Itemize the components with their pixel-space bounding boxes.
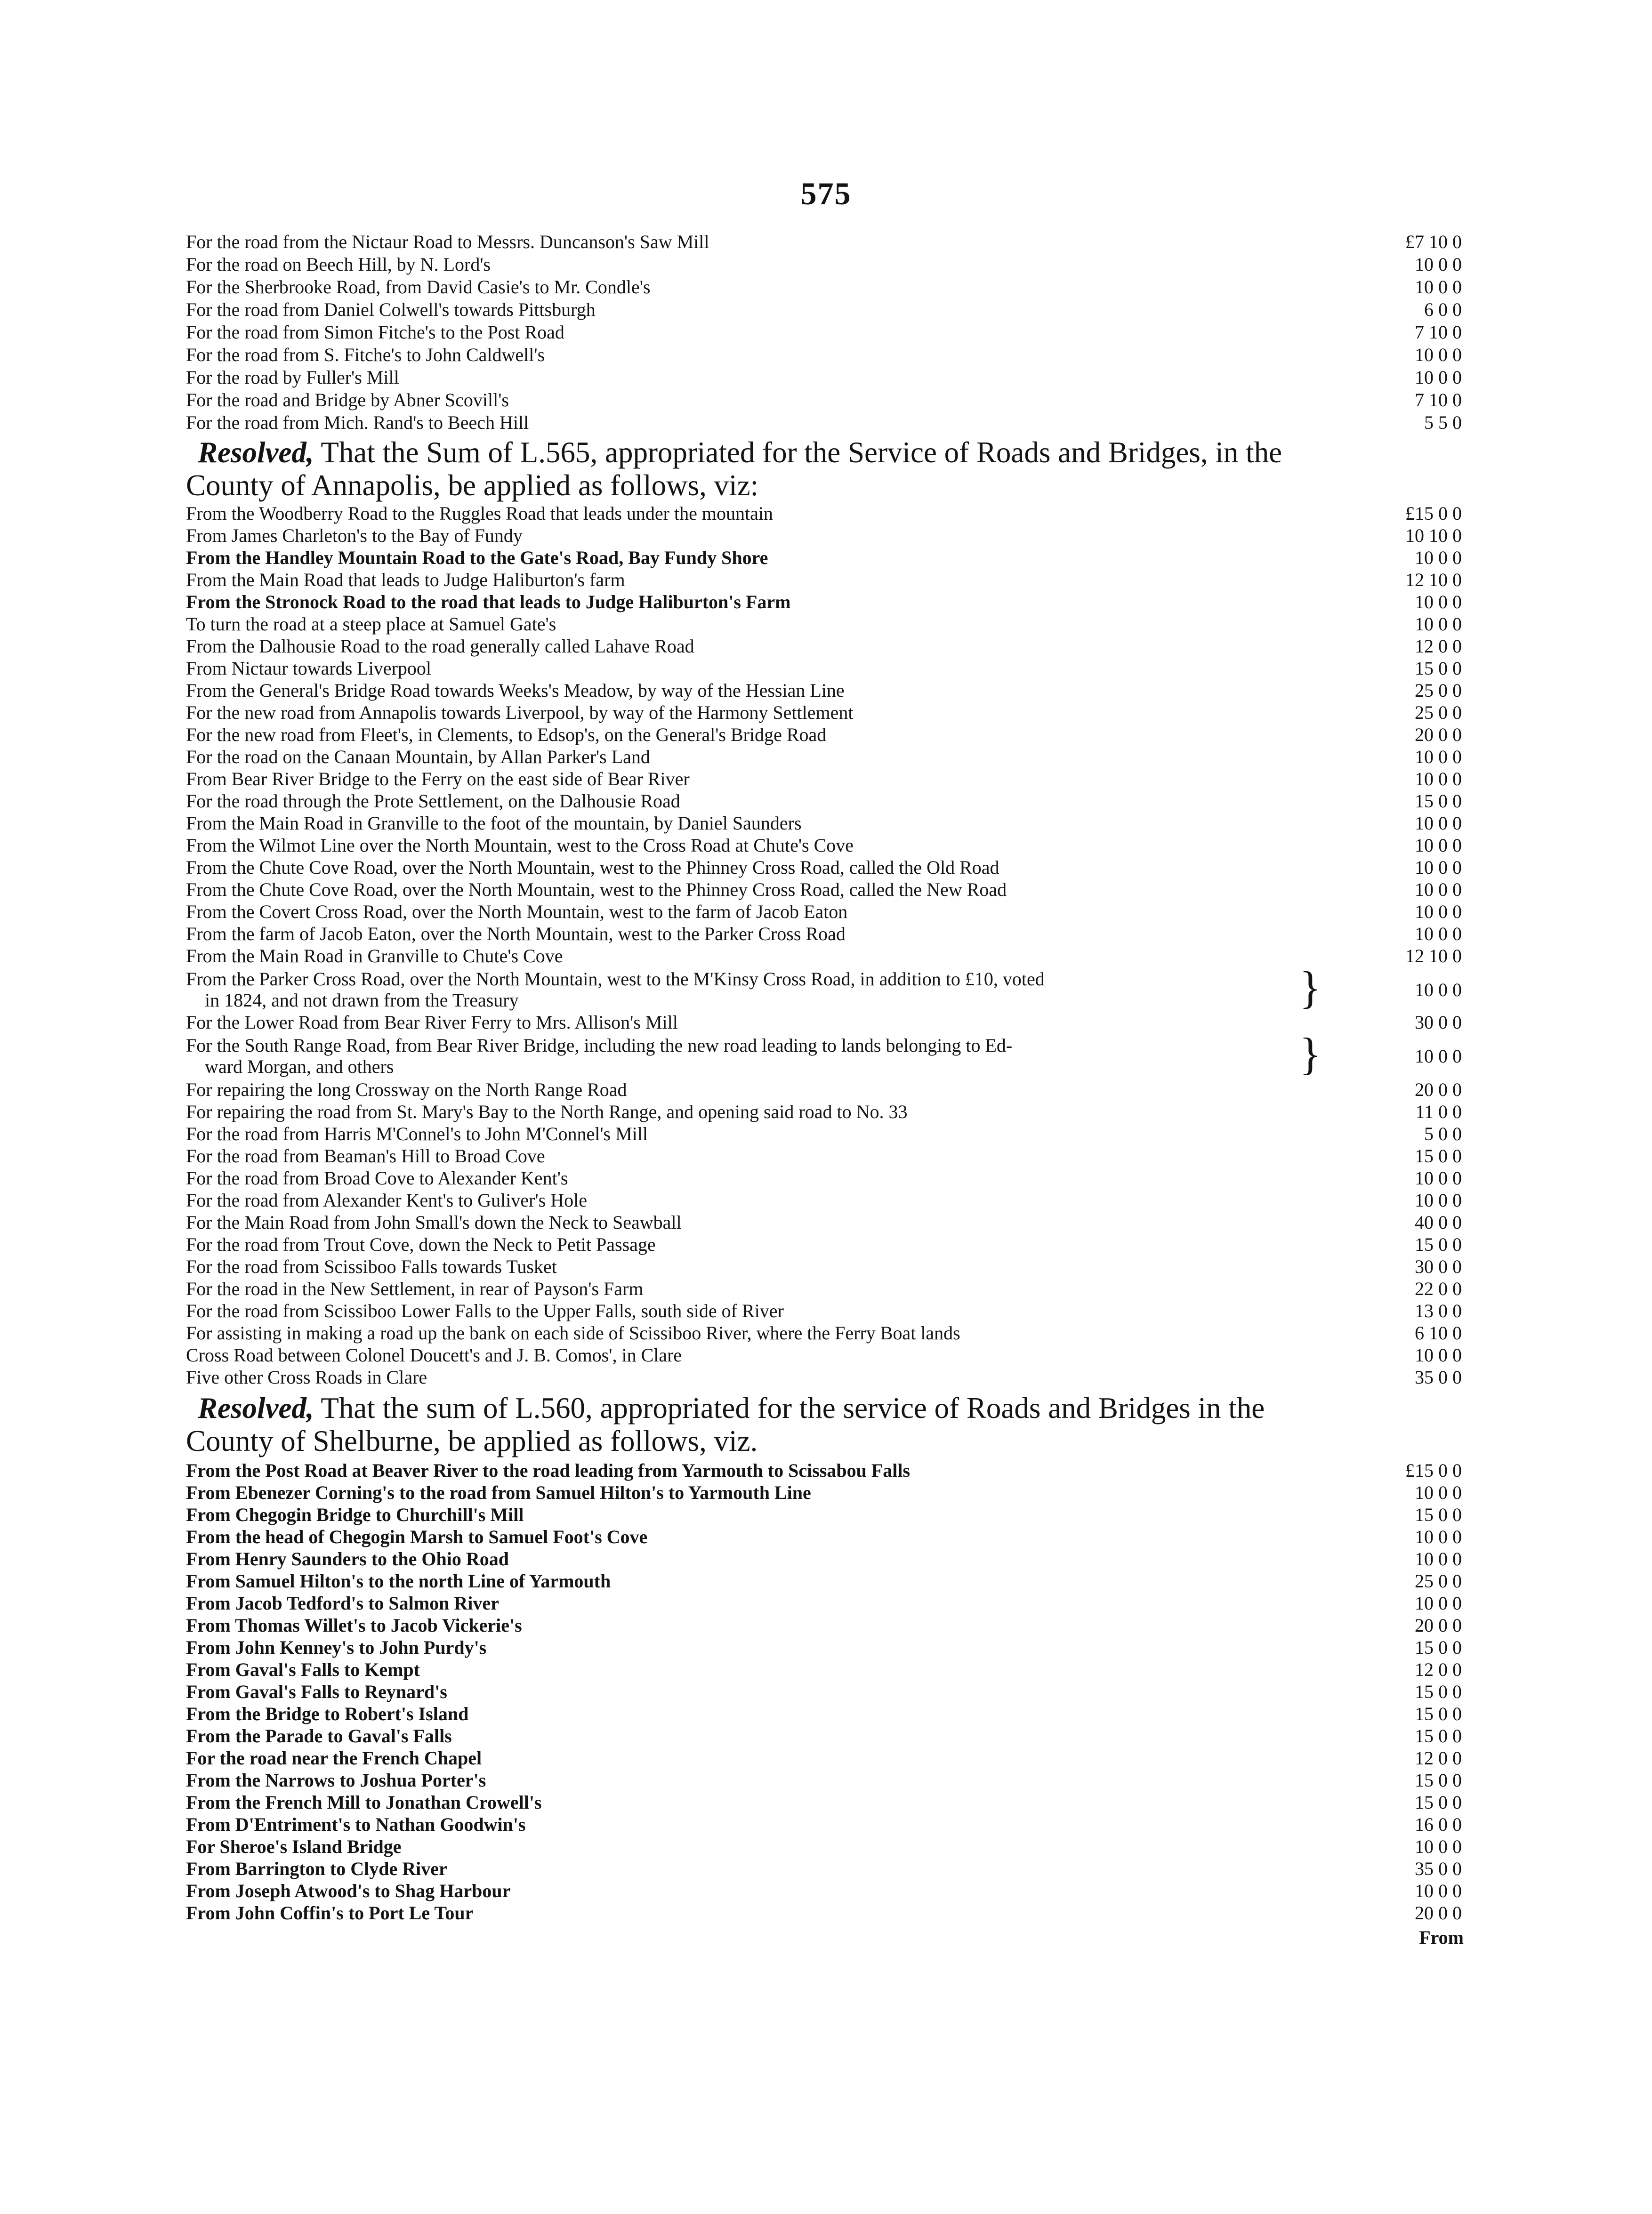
entry-amount: 15 0 0 bbox=[1415, 1504, 1462, 1525]
entry-text: For the road from Harris M'Connel's to John M'Connel's Mill bbox=[186, 1123, 648, 1144]
entry-amount: 15 0 0 bbox=[1415, 1725, 1462, 1747]
resolution-subheading: County of Shelburne, be applied as follows, viz. bbox=[186, 1425, 758, 1457]
entry-amount: 10 0 0 bbox=[1415, 1046, 1462, 1067]
entry-amount: 10 0 0 bbox=[1415, 1167, 1462, 1189]
list-item bbox=[186, 1366, 1462, 1389]
entry-amount: 10 0 0 bbox=[1415, 857, 1462, 878]
entry-amount: 20 0 0 bbox=[1415, 1615, 1462, 1636]
entry-amount: 40 0 0 bbox=[1415, 1212, 1462, 1233]
entry-amount: 10 0 0 bbox=[1415, 613, 1462, 635]
entry-text: From Gaval's Falls to Reynard's bbox=[186, 1681, 447, 1702]
list-item bbox=[186, 1836, 1462, 1858]
list-item bbox=[186, 1636, 1462, 1659]
entry-amount: £15 0 0 bbox=[1405, 503, 1462, 524]
entry-text: From the Bridge to Robert's Island bbox=[186, 1703, 469, 1724]
entry-amount: 10 0 0 bbox=[1415, 1593, 1462, 1614]
entry-text: From the Narrows to Joshua Porter's bbox=[186, 1770, 486, 1791]
resolution-heading bbox=[198, 435, 1459, 469]
list-item bbox=[186, 1614, 1462, 1637]
entry-amount: 30 0 0 bbox=[1415, 1012, 1462, 1033]
entry-text: Cross Road between Colonel Doucett's and J. B. Comos', in Clare bbox=[186, 1345, 682, 1366]
entry-text: For the new road from Fleet's, in Clements, to Edsop's, on the General's Bridge Road bbox=[186, 724, 827, 745]
entry-text: From Joseph Atwood's to Shag Harbour bbox=[186, 1880, 511, 1901]
entry-text: From Henry Saunders to the Ohio Road bbox=[186, 1548, 509, 1570]
list-item bbox=[186, 768, 1462, 790]
resolved-word: Resolved, bbox=[198, 436, 314, 469]
entry-text: From Bear River Bridge to the Ferry on the east side of Bear River bbox=[186, 768, 690, 789]
entry-amount-row bbox=[186, 979, 1462, 1001]
entry-text: For the road on Beech Hill, by N. Lord's bbox=[186, 254, 491, 275]
list-item bbox=[186, 746, 1462, 768]
entry-text: For the road by Fuller's Mill bbox=[186, 367, 399, 388]
entry-text: From Ebenezer Corning's to the road from Samuel Hilton's to Yarmouth Line bbox=[186, 1482, 811, 1503]
entry-text: For the Main Road from John Small's down the Neck to Seawball bbox=[186, 1212, 682, 1233]
entry-text: For Sheroe's Island Bridge bbox=[186, 1836, 402, 1857]
entry-text: From the Main Road that leads to Judge Haliburton's farm bbox=[186, 569, 625, 590]
entry-amount: 5 0 0 bbox=[1424, 1123, 1462, 1144]
entry-text: For the road from Alexander Kent's to Guliver's Hole bbox=[186, 1190, 587, 1211]
entry-text: For the road from Mich. Rand's to Beech Hill bbox=[186, 412, 529, 433]
resolution-text: That the Sum of L.565, appropriated for the Service of Roads and Bridges, in the bbox=[321, 436, 1282, 469]
entry-text: For the road from S. Fitche's to John Caldwell's bbox=[186, 344, 545, 365]
entry-text: For the road from Scissiboo Lower Falls to the Upper Falls, south side of River bbox=[186, 1300, 784, 1321]
entry-text: From Jacob Tedford's to Salmon River bbox=[186, 1593, 499, 1614]
list-item bbox=[186, 812, 1462, 835]
list-item bbox=[186, 724, 1462, 746]
entry-amount: 7 10 0 bbox=[1415, 322, 1462, 343]
list-item bbox=[186, 1791, 1462, 1814]
list-item bbox=[186, 945, 1462, 967]
entry-amount-row bbox=[186, 1045, 1462, 1068]
list-item bbox=[186, 231, 1462, 253]
entry-text: From the Main Road in Granville to the foot of the mountain, by Daniel Saunders bbox=[186, 813, 802, 834]
list-item bbox=[186, 524, 1462, 547]
entry-text: For the road on the Canaan Mountain, by Allan Parker's Land bbox=[186, 746, 650, 767]
list-item bbox=[186, 389, 1462, 411]
list-item bbox=[186, 502, 1462, 525]
entry-amount: 10 0 0 bbox=[1415, 879, 1462, 900]
list-item bbox=[186, 591, 1462, 613]
entry-amount: 15 0 0 bbox=[1415, 1703, 1462, 1724]
catchword: From bbox=[1419, 1927, 1464, 1948]
entry-text: From the French Mill to Jonathan Crowell's bbox=[186, 1792, 542, 1813]
entry-amount: 6 10 0 bbox=[1415, 1322, 1462, 1344]
entry-amount: 10 0 0 bbox=[1415, 813, 1462, 834]
entry-amount: 15 0 0 bbox=[1415, 1234, 1462, 1255]
entry-text: To turn the road at a steep place at Samuel Gate's bbox=[186, 613, 556, 635]
entry-amount: 10 0 0 bbox=[1415, 344, 1462, 365]
entry-text: From Gaval's Falls to Kempt bbox=[186, 1659, 420, 1680]
entry-text: For repairing the long Crossway on the North Range Road bbox=[186, 1079, 627, 1100]
entry-text: For the road from the Nictaur Road to Messrs. Duncanson's Saw Mill bbox=[186, 231, 709, 252]
entry-amount: 12 10 0 bbox=[1405, 945, 1462, 966]
entry-text: For the road from Beaman's Hill to Broad Cove bbox=[186, 1145, 545, 1167]
entry-text: For the South Range Road, from Bear River Bridge, including the new road leading to lands belonging to Ed- bbox=[186, 1035, 1013, 1056]
list-item bbox=[186, 790, 1462, 813]
entry-amount: 15 0 0 bbox=[1415, 1681, 1462, 1702]
list-item bbox=[186, 878, 1462, 901]
entry-amount: 10 0 0 bbox=[1415, 746, 1462, 767]
entry-amount: 10 0 0 bbox=[1415, 979, 1462, 1000]
brace-glyph: } bbox=[1299, 1029, 1322, 1079]
entry-amount: 10 0 0 bbox=[1415, 1836, 1462, 1857]
entry-amount: 15 0 0 bbox=[1415, 1770, 1462, 1791]
list-item bbox=[186, 276, 1462, 298]
entry-text: For the road from Daniel Colwell's towards Pittsburgh bbox=[186, 299, 596, 320]
list-item bbox=[186, 1526, 1462, 1548]
entry-text: From the Wilmot Line over the North Mountain, west to the Cross Road at Chute's Cove bbox=[186, 835, 854, 856]
entry-amount: 11 0 0 bbox=[1415, 1101, 1462, 1122]
entry-text: From Thomas Willet's to Jacob Vickerie's bbox=[186, 1615, 522, 1636]
list-item bbox=[186, 1902, 1462, 1924]
entry-text: Five other Cross Roads in Clare bbox=[186, 1367, 427, 1388]
list-item bbox=[186, 1256, 1462, 1278]
entry-amount: 10 0 0 bbox=[1415, 276, 1462, 298]
entry-amount: 15 0 0 bbox=[1415, 1637, 1462, 1658]
entry-text: For assisting in making a road up the bank on each side of Scissiboo River, where the Ferry Boat lands bbox=[186, 1322, 960, 1344]
entry-amount: 35 0 0 bbox=[1415, 1367, 1462, 1388]
list-item bbox=[186, 1011, 1462, 1034]
list-item bbox=[186, 1570, 1462, 1593]
entry-amount: 10 0 0 bbox=[1415, 254, 1462, 275]
entry-text: From D'Entriment's to Nathan Goodwin's bbox=[186, 1814, 526, 1835]
entry-text: For the road near the French Chapel bbox=[186, 1747, 482, 1769]
entry-text: For the Sherbrooke Road, from David Casie's to Mr. Condle's bbox=[186, 276, 651, 298]
entry-text: From the Handley Mountain Road to the Gate's Road, Bay Fundy Shore bbox=[186, 547, 768, 568]
list-item bbox=[186, 298, 1462, 321]
list-item bbox=[186, 344, 1462, 366]
entry-text: ward Morgan, and others bbox=[205, 1056, 394, 1077]
list-item bbox=[186, 1123, 1462, 1145]
entry-text: From the Dalhousie Road to the road generally called Lahave Road bbox=[186, 636, 694, 657]
entry-text: From the Chute Cove Road, over the North Mountain, west to the Phinney Cross Road, called the Old Road bbox=[186, 857, 999, 878]
entry-amount: 10 10 0 bbox=[1405, 525, 1462, 546]
list-item bbox=[186, 923, 1462, 945]
entry-amount: £15 0 0 bbox=[1405, 1460, 1462, 1481]
list-item bbox=[186, 856, 1462, 879]
entry-text: From the Covert Cross Road, over the North Mountain, west to the farm of Jacob Eaton bbox=[186, 901, 848, 922]
entry-amount: £7 10 0 bbox=[1405, 231, 1462, 252]
entry-text: From Barrington to Clyde River bbox=[186, 1858, 447, 1879]
entry-amount: 6 0 0 bbox=[1424, 299, 1462, 320]
entry-amount: 10 0 0 bbox=[1415, 1880, 1462, 1901]
entry-amount: 10 0 0 bbox=[1415, 1548, 1462, 1570]
list-item bbox=[186, 901, 1462, 923]
list-item bbox=[186, 1481, 1462, 1504]
entry-text: For the road from Broad Cove to Alexander Kent's bbox=[186, 1167, 568, 1189]
entry-amount: 12 10 0 bbox=[1405, 569, 1462, 590]
resolution-heading bbox=[198, 1391, 1459, 1425]
list-item bbox=[186, 366, 1462, 389]
list-item bbox=[186, 679, 1462, 702]
entry-amount: 12 0 0 bbox=[1415, 1747, 1462, 1769]
list-item bbox=[186, 1504, 1462, 1526]
list-item bbox=[186, 547, 1462, 569]
entry-amount: 15 0 0 bbox=[1415, 1145, 1462, 1167]
list-item bbox=[186, 1548, 1462, 1570]
entry-text: From the Woodberry Road to the Ruggles Road that leads under the mountain bbox=[186, 503, 773, 524]
entry-amount: 20 0 0 bbox=[1415, 1079, 1462, 1100]
entry-text: For the road from Simon Fitche's to the Post Road bbox=[186, 322, 564, 343]
entry-text: From the Main Road in Granville to Chute's Cove bbox=[186, 945, 563, 966]
entry-amount: 13 0 0 bbox=[1415, 1300, 1462, 1321]
entry-text: For the Lower Road from Bear River Ferry to Mrs. Allison's Mill bbox=[186, 1012, 678, 1033]
entry-text: For the road and Bridge by Abner Scovill's bbox=[186, 389, 509, 411]
list-item bbox=[186, 569, 1462, 591]
list-item bbox=[186, 1322, 1462, 1345]
page-number: 575 bbox=[800, 176, 852, 211]
list-item bbox=[186, 1658, 1462, 1681]
list-item bbox=[186, 1747, 1462, 1770]
entry-text: From the General's Bridge Road towards Weeks's Meadow, by way of the Hessian Line bbox=[186, 680, 845, 701]
resolution-subheading: County of Annapolis, be applied as follows, viz: bbox=[186, 469, 759, 502]
entry-amount: 10 0 0 bbox=[1415, 901, 1462, 922]
list-item bbox=[186, 1167, 1462, 1190]
list-item bbox=[186, 1300, 1462, 1322]
entry-amount: 15 0 0 bbox=[1415, 1792, 1462, 1813]
entry-text: From John Kenney's to John Purdy's bbox=[186, 1637, 487, 1658]
entry-text: From the Chute Cove Road, over the North Mountain, west to the Phinney Cross Road, called the New Road bbox=[186, 879, 1007, 900]
entry-text: From the head of Chegogin Marsh to Samuel Foot's Cove bbox=[186, 1526, 648, 1547]
list-item bbox=[186, 1344, 1462, 1367]
list-item bbox=[186, 1858, 1462, 1880]
list-item bbox=[186, 701, 1462, 724]
list-item bbox=[186, 1703, 1462, 1725]
entry-amount: 22 0 0 bbox=[1415, 1278, 1462, 1299]
resolved-word: Resolved, bbox=[198, 1392, 314, 1425]
list-item bbox=[186, 1079, 1462, 1101]
list-item bbox=[186, 635, 1462, 658]
list-item bbox=[186, 1769, 1462, 1792]
entry-amount: 10 0 0 bbox=[1415, 367, 1462, 388]
entry-amount: 30 0 0 bbox=[1415, 1256, 1462, 1277]
entry-amount: 10 0 0 bbox=[1415, 1345, 1462, 1366]
list-item bbox=[186, 1813, 1462, 1836]
list-item bbox=[186, 1681, 1462, 1703]
list-item bbox=[186, 1459, 1462, 1482]
list-item bbox=[186, 321, 1462, 344]
entry-text: For the road through the Prote Settlement, on the Dalhousie Road bbox=[186, 790, 680, 812]
list-item bbox=[186, 1145, 1462, 1167]
entry-amount: 7 10 0 bbox=[1415, 389, 1462, 411]
entry-text: From James Charleton's to the Bay of Fundy bbox=[186, 525, 523, 546]
brace-glyph: } bbox=[1299, 962, 1322, 1013]
entry-amount: 5 5 0 bbox=[1424, 412, 1462, 433]
entry-amount: 15 0 0 bbox=[1415, 658, 1462, 679]
entry-amount: 15 0 0 bbox=[1415, 790, 1462, 812]
list-item bbox=[186, 1211, 1462, 1234]
entry-text: For repairing the road from St. Mary's Bay to the North Range, and opening said road to No. 33 bbox=[186, 1101, 908, 1122]
entry-amount: 25 0 0 bbox=[1415, 680, 1462, 701]
list-item bbox=[186, 1592, 1462, 1615]
entry-text: From the Post Road at Beaver River to the road leading from Yarmouth to Scissabou Falls bbox=[186, 1460, 911, 1481]
list-item bbox=[186, 1880, 1462, 1902]
entry-text: From the Parade to Gaval's Falls bbox=[186, 1725, 452, 1747]
list-item bbox=[186, 657, 1462, 680]
list-item bbox=[186, 1189, 1462, 1212]
entry-text: For the road from Trout Cove, down the Neck to Petit Passage bbox=[186, 1234, 656, 1255]
entry-amount: 20 0 0 bbox=[1415, 724, 1462, 745]
entry-amount: 10 0 0 bbox=[1415, 1482, 1462, 1503]
entry-text: From the Parker Cross Road, over the North Mountain, west to the M'Kinsy Cross Road, in addition to £10, voted bbox=[186, 968, 1045, 990]
list-item bbox=[186, 613, 1462, 636]
entry-text: From Nictaur towards Liverpool bbox=[186, 658, 431, 679]
entry-text: From Samuel Hilton's to the north Line of Yarmouth bbox=[186, 1570, 611, 1592]
entry-amount: 16 0 0 bbox=[1415, 1814, 1462, 1835]
entry-amount: 10 0 0 bbox=[1415, 768, 1462, 789]
list-item bbox=[186, 1233, 1462, 1256]
entry-amount: 10 0 0 bbox=[1415, 835, 1462, 856]
list-item bbox=[186, 253, 1462, 276]
list-item bbox=[186, 1725, 1462, 1747]
entry-text: From John Coffin's to Port Le Tour bbox=[186, 1902, 474, 1924]
entry-amount: 12 0 0 bbox=[1415, 636, 1462, 657]
entry-text: From the farm of Jacob Eaton, over the North Mountain, west to the Parker Cross Road bbox=[186, 923, 846, 944]
entry-text: For the road from Scissiboo Falls towards Tusket bbox=[186, 1256, 557, 1277]
list-item bbox=[186, 411, 1462, 434]
entry-amount: 12 0 0 bbox=[1415, 1659, 1462, 1680]
entry-text: From the Stronock Road to the road that leads to Judge Haliburton's Farm bbox=[186, 591, 791, 612]
entry-text: From Chegogin Bridge to Churchill's Mill bbox=[186, 1504, 524, 1525]
resolution-text: That the sum of L.560, appropriated for the service of Roads and Bridges in the bbox=[321, 1392, 1265, 1425]
entry-amount: 20 0 0 bbox=[1415, 1902, 1462, 1924]
list-item bbox=[186, 1101, 1462, 1123]
entry-amount: 25 0 0 bbox=[1415, 702, 1462, 723]
entry-text: For the new road from Annapolis towards Liverpool, by way of the Harmony Settlement bbox=[186, 702, 854, 723]
list-item bbox=[186, 834, 1462, 857]
entry-amount: 10 0 0 bbox=[1415, 923, 1462, 944]
entry-amount: 10 0 0 bbox=[1415, 1526, 1462, 1547]
entry-amount: 25 0 0 bbox=[1415, 1570, 1462, 1592]
list-item bbox=[186, 1278, 1462, 1300]
entry-amount: 35 0 0 bbox=[1415, 1858, 1462, 1879]
entry-text: in 1824, and not drawn from the Treasury bbox=[205, 990, 519, 1011]
entry-amount: 10 0 0 bbox=[1415, 591, 1462, 612]
entry-amount: 10 0 0 bbox=[1415, 1190, 1462, 1211]
entry-amount: 10 0 0 bbox=[1415, 547, 1462, 568]
entry-text: For the road in the New Settlement, in rear of Payson's Farm bbox=[186, 1278, 644, 1299]
